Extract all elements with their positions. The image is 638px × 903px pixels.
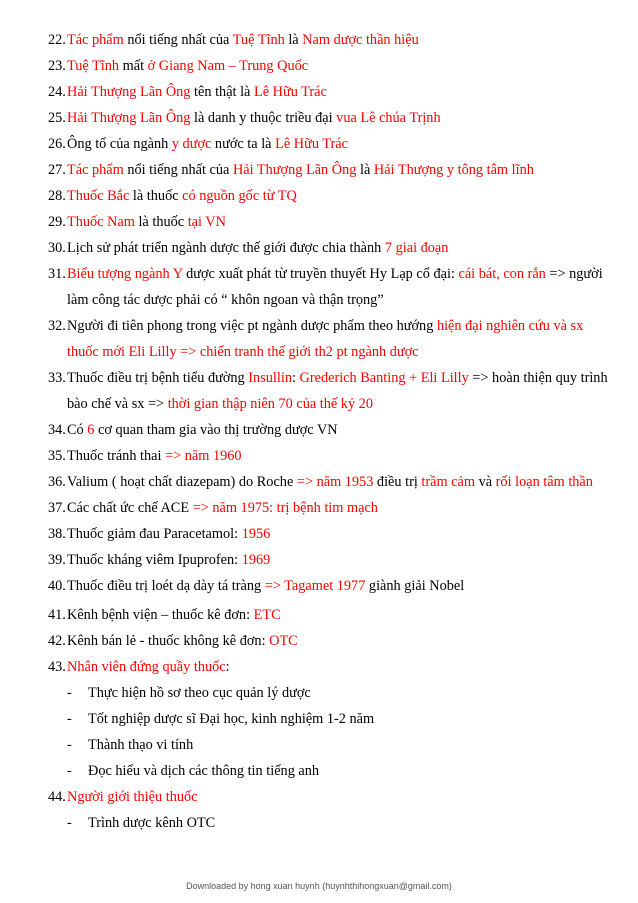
item-text: là thuốc <box>129 188 183 204</box>
item-number: 22. <box>48 32 66 48</box>
item-text: cơ quan tham gia vào thị trường dược VN <box>94 422 338 438</box>
item-text: Kênh bệnh viện – thuốc kê đơn: <box>67 607 254 623</box>
list-item <box>0 443 638 469</box>
highlighted-text: 6 <box>87 422 95 438</box>
item-number: 44. <box>48 789 66 805</box>
item-text: nổi tiếng nhất của <box>123 162 233 178</box>
list-item <box>0 209 638 235</box>
bullet-text: Tốt nghiệp dược sĩ Đại học, kinh nghiệm 1-2 năm <box>88 711 375 727</box>
bullet-item <box>0 706 638 732</box>
item-text: Lịch sử phát triển ngành dược thế giới được chia thành <box>67 240 385 256</box>
highlighted-text: => năm 1960 <box>165 448 242 464</box>
bullet-dash: - <box>67 685 72 701</box>
highlighted-text: cái bát, con rắn <box>458 266 546 282</box>
item-text: => người làm công tác dược phải có “ khôn ngoan và thận trọng” <box>67 266 603 308</box>
bullet-item <box>0 732 638 758</box>
highlighted-text: ở Giang Nam – Trung Quốc <box>147 58 309 74</box>
item-text: là <box>356 162 374 178</box>
item-number: 38. <box>48 526 66 542</box>
item-number: 35. <box>48 448 66 464</box>
highlighted-text: rối loạn tâm thần <box>495 474 593 490</box>
highlighted-text: => năm 1953 <box>296 474 374 490</box>
list-item <box>0 235 638 261</box>
item-number: 32. <box>48 318 66 334</box>
highlighted-text: OTC <box>269 633 298 649</box>
bullet-text: Trình dược kênh OTC <box>88 815 216 831</box>
item-text: là thuốc <box>134 214 188 230</box>
highlighted-text: Tác phẩm <box>67 162 124 178</box>
item-text: Valium ( hoạt chất diazepam) do Roche <box>67 474 297 490</box>
item-number: 25. <box>48 110 66 126</box>
list-item <box>0 105 638 131</box>
item-text: Thuốc tránh thai <box>67 448 166 464</box>
item-number: 28. <box>48 188 66 204</box>
list-item <box>0 602 638 628</box>
highlighted-text: Tác phẩm <box>67 32 124 48</box>
item-text: Thuốc kháng viêm Ipuprofen: <box>67 552 242 568</box>
highlighted-text: Hải Thượng Lãn Ông <box>67 110 191 126</box>
item-text: điều trị <box>373 474 422 490</box>
item-text: Người đi tiên phong trong việc pt ngành dược phẩm theo hướng <box>67 318 437 334</box>
highlighted-text: Thuốc Bắc <box>67 188 130 204</box>
bullet-text: Thực hiện hồ sơ theo cục quản lý dược <box>88 685 311 701</box>
list-item <box>0 313 638 365</box>
item-text: : <box>291 370 300 386</box>
list-item <box>0 27 638 53</box>
list-item <box>0 417 638 443</box>
list-item <box>0 157 638 183</box>
highlighted-text: Lê Hữu Trác <box>253 84 327 100</box>
highlighted-text: ETC <box>253 607 281 623</box>
highlighted-text: Người giới thiệu thuốc <box>67 789 198 805</box>
list-item <box>0 53 638 79</box>
item-text: là <box>284 32 303 48</box>
item-number: 26. <box>48 136 66 152</box>
item-number: 39. <box>48 552 66 568</box>
highlighted-text: y dược <box>171 136 212 152</box>
bullet-text: Thành thạo vi tính <box>88 737 194 753</box>
item-number: 31. <box>48 266 66 282</box>
highlighted-text: tại VN <box>187 214 226 230</box>
item-text: tên thật là <box>190 84 254 100</box>
highlighted-text: Grederich Banting + Eli Lilly <box>299 370 469 386</box>
item-number: 37. <box>48 500 66 516</box>
highlighted-text: 7 giai đoạn <box>384 240 449 256</box>
highlighted-text: hiện đại nghiên cứu và sx thuốc mới Eli Lilly => chiến tranh thế giới th2 pt ngành dược <box>67 318 584 360</box>
highlighted-text: => Tagamet 1977 <box>264 578 366 594</box>
highlighted-text: vua Lê chúa Trịnh <box>336 110 441 126</box>
item-text: và <box>475 474 496 490</box>
item-number: 43. <box>48 659 66 675</box>
bullet-dash: - <box>67 711 72 727</box>
list-item <box>0 521 638 547</box>
highlighted-text: trầm cảm <box>421 474 475 490</box>
item-text: Thuốc giảm đau Paracetamol: <box>67 526 242 542</box>
highlighted-text: Hải Thượng Lãn Ông <box>67 84 191 100</box>
highlighted-text: 1969 <box>241 552 271 568</box>
item-number: 36. <box>48 474 66 490</box>
item-text: : <box>225 659 230 675</box>
highlighted-text: Biểu tượng ngành Y <box>67 266 183 282</box>
item-number: 30. <box>48 240 66 256</box>
item-text: Thuốc điều trị bệnh tiểu đường <box>67 370 249 386</box>
highlighted-text: Hải Thượng y tông tâm lĩnh <box>373 162 534 178</box>
highlighted-text: Thuốc Nam <box>67 214 135 230</box>
list-item <box>0 654 638 680</box>
highlighted-text: Nam dược thần hiệu <box>302 32 419 48</box>
document-body <box>0 27 638 836</box>
highlighted-text: => năm 1975: trị bệnh tim mạch <box>192 500 378 516</box>
list-item <box>0 131 638 157</box>
list-item <box>0 183 638 209</box>
item-text: Có <box>67 422 88 438</box>
bullet-dash: - <box>67 763 72 779</box>
item-text: nổi tiếng nhất của <box>123 32 233 48</box>
bullet-item <box>0 758 638 784</box>
item-number: 40. <box>48 578 66 594</box>
highlighted-text: Tuệ Tĩnh <box>67 58 120 74</box>
item-number: 24. <box>48 84 66 100</box>
item-number: 42. <box>48 633 66 649</box>
item-number: 27. <box>48 162 66 178</box>
item-number: 34. <box>48 422 66 438</box>
highlighted-text: Hải Thượng Lãn Ông <box>232 162 357 178</box>
list-item <box>0 469 638 495</box>
highlighted-text: Lê Hữu Trác <box>275 136 348 152</box>
list-item <box>0 261 638 313</box>
highlighted-text: có nguồn gốc từ TQ <box>182 188 297 204</box>
bullet-item <box>0 810 638 836</box>
item-number: 41. <box>48 607 66 623</box>
highlighted-text: Insullin <box>248 370 292 386</box>
item-text: mất <box>119 58 148 74</box>
item-text: Ông tổ của ngành <box>67 136 172 152</box>
item-text: Các chất ức chế ACE <box>67 500 193 516</box>
bullet-dash: - <box>67 815 72 831</box>
highlighted-text: Nhân viên đứng quầy thuốc <box>67 659 226 675</box>
list-item <box>0 547 638 573</box>
list-item <box>0 79 638 105</box>
bullet-item <box>0 680 638 706</box>
highlighted-text: 1956 <box>241 526 271 542</box>
item-text: dược xuất phát từ truyền thuyết Hy Lạp cổ đại: <box>182 266 459 282</box>
item-text: là danh y thuộc triều đại <box>190 110 337 126</box>
highlighted-text: thời gian thập niên 70 của thế kỷ 20 <box>167 396 373 412</box>
item-text: => hoàn thiện quy trình bào chế và sx => <box>67 370 608 412</box>
item-number: 33. <box>48 370 66 386</box>
item-text: Thuốc điều trị loét dạ dày tá tràng <box>67 578 265 594</box>
download-footer: Downloaded by hong xuan huynh (huynhthihongxuan@gmail.com) <box>186 881 452 891</box>
bullet-text: Đọc hiểu và dịch các thông tin tiếng anh <box>88 763 320 779</box>
list-item <box>0 784 638 810</box>
list-item <box>0 628 638 654</box>
item-number: 29. <box>48 214 66 230</box>
highlighted-text: Tuệ Tĩnh <box>232 32 285 48</box>
list-item <box>0 573 638 599</box>
bullet-dash: - <box>67 737 72 753</box>
item-text: nước ta là <box>211 136 276 152</box>
item-number: 23. <box>48 58 66 74</box>
item-text: giành giải Nobel <box>365 578 465 594</box>
list-item <box>0 365 638 417</box>
item-text: Kênh bán lẻ - thuốc không kê đơn: <box>67 633 270 649</box>
list-item <box>0 495 638 521</box>
